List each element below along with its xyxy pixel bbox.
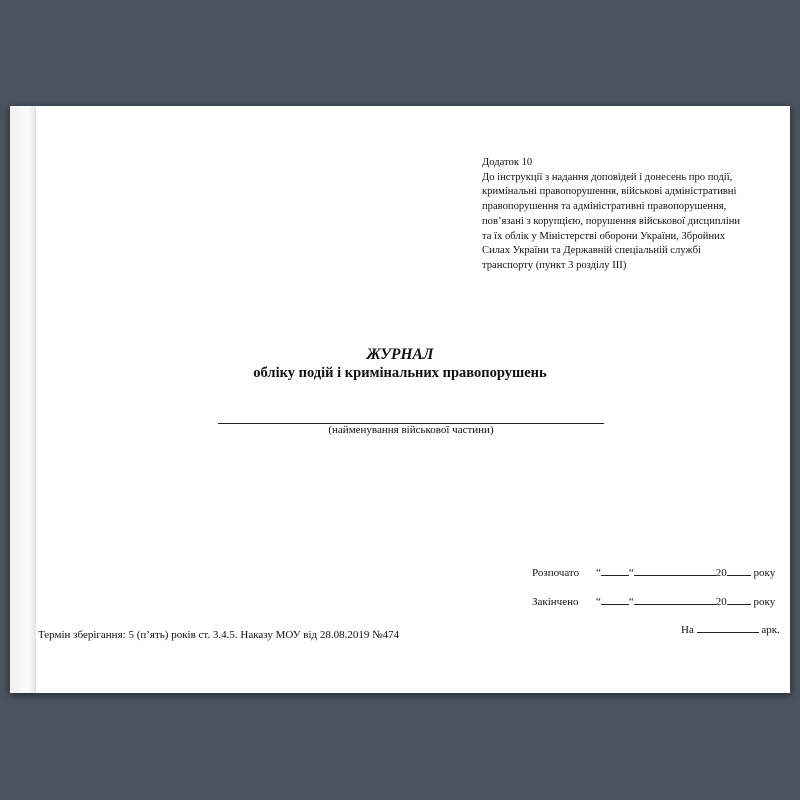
document-page [10, 106, 790, 693]
journal-title-block [10, 346, 790, 382]
open-quote: “ [596, 596, 601, 608]
sheet-count-prefix: На [681, 624, 694, 636]
appendix-note [482, 156, 782, 274]
start-date-row [532, 565, 775, 580]
close-quote: “ [628, 567, 634, 579]
journal-title: ЖУРНАЛ [366, 346, 434, 363]
close-quote: “ [628, 596, 634, 608]
end-date-row [532, 594, 775, 609]
century-prefix: 20 [715, 596, 727, 608]
appendix-line: транспорту (пункт 3 розділу ІІІ) [482, 259, 627, 271]
open-quote: “ [596, 567, 601, 579]
appendix-number: Додаток 10 [482, 157, 533, 168]
year-blank [727, 594, 751, 605]
appendix-line: кримінальні правопорушення, військові адміністративні [482, 186, 737, 198]
appendix-line: Силах України та Державній спеціальній службі [482, 245, 701, 257]
start-date-label: Розпочато [532, 567, 580, 579]
sheet-count-blank [697, 622, 759, 633]
storage-term-note: Термін зберігання: 5 (п’ять) років ст. 3.4.5. Наказу МОУ від 28.08.2019 №474 [38, 629, 400, 641]
end-date-label: Закінчено [532, 596, 579, 608]
day-blank [601, 594, 629, 605]
year-word: року [753, 567, 776, 579]
sheet-count [681, 622, 780, 637]
month-blank [634, 565, 716, 576]
sheet-count-suffix: арк. [761, 624, 780, 636]
journal-subtitle: обліку подій і кримінальних правопорушень [253, 365, 547, 381]
appendix-line: правопорушення та адміністративні правопорушення, [482, 201, 727, 213]
appendix-line: пов’язані з корупцією, порушення військової дисципліни [482, 215, 741, 227]
month-blank [634, 594, 716, 605]
appendix-line: До інструкції з надання доповідей і донесень про події, [482, 171, 733, 183]
day-blank [601, 565, 629, 576]
appendix-line: та їх облік у Міністерстві оборони України, Збройних [482, 230, 726, 242]
century-prefix: 20 [715, 567, 727, 579]
year-blank [727, 565, 751, 576]
unit-name-caption: (найменування військової частини) [328, 424, 494, 436]
year-word: року [753, 596, 776, 608]
page-binding-strip [10, 106, 36, 693]
